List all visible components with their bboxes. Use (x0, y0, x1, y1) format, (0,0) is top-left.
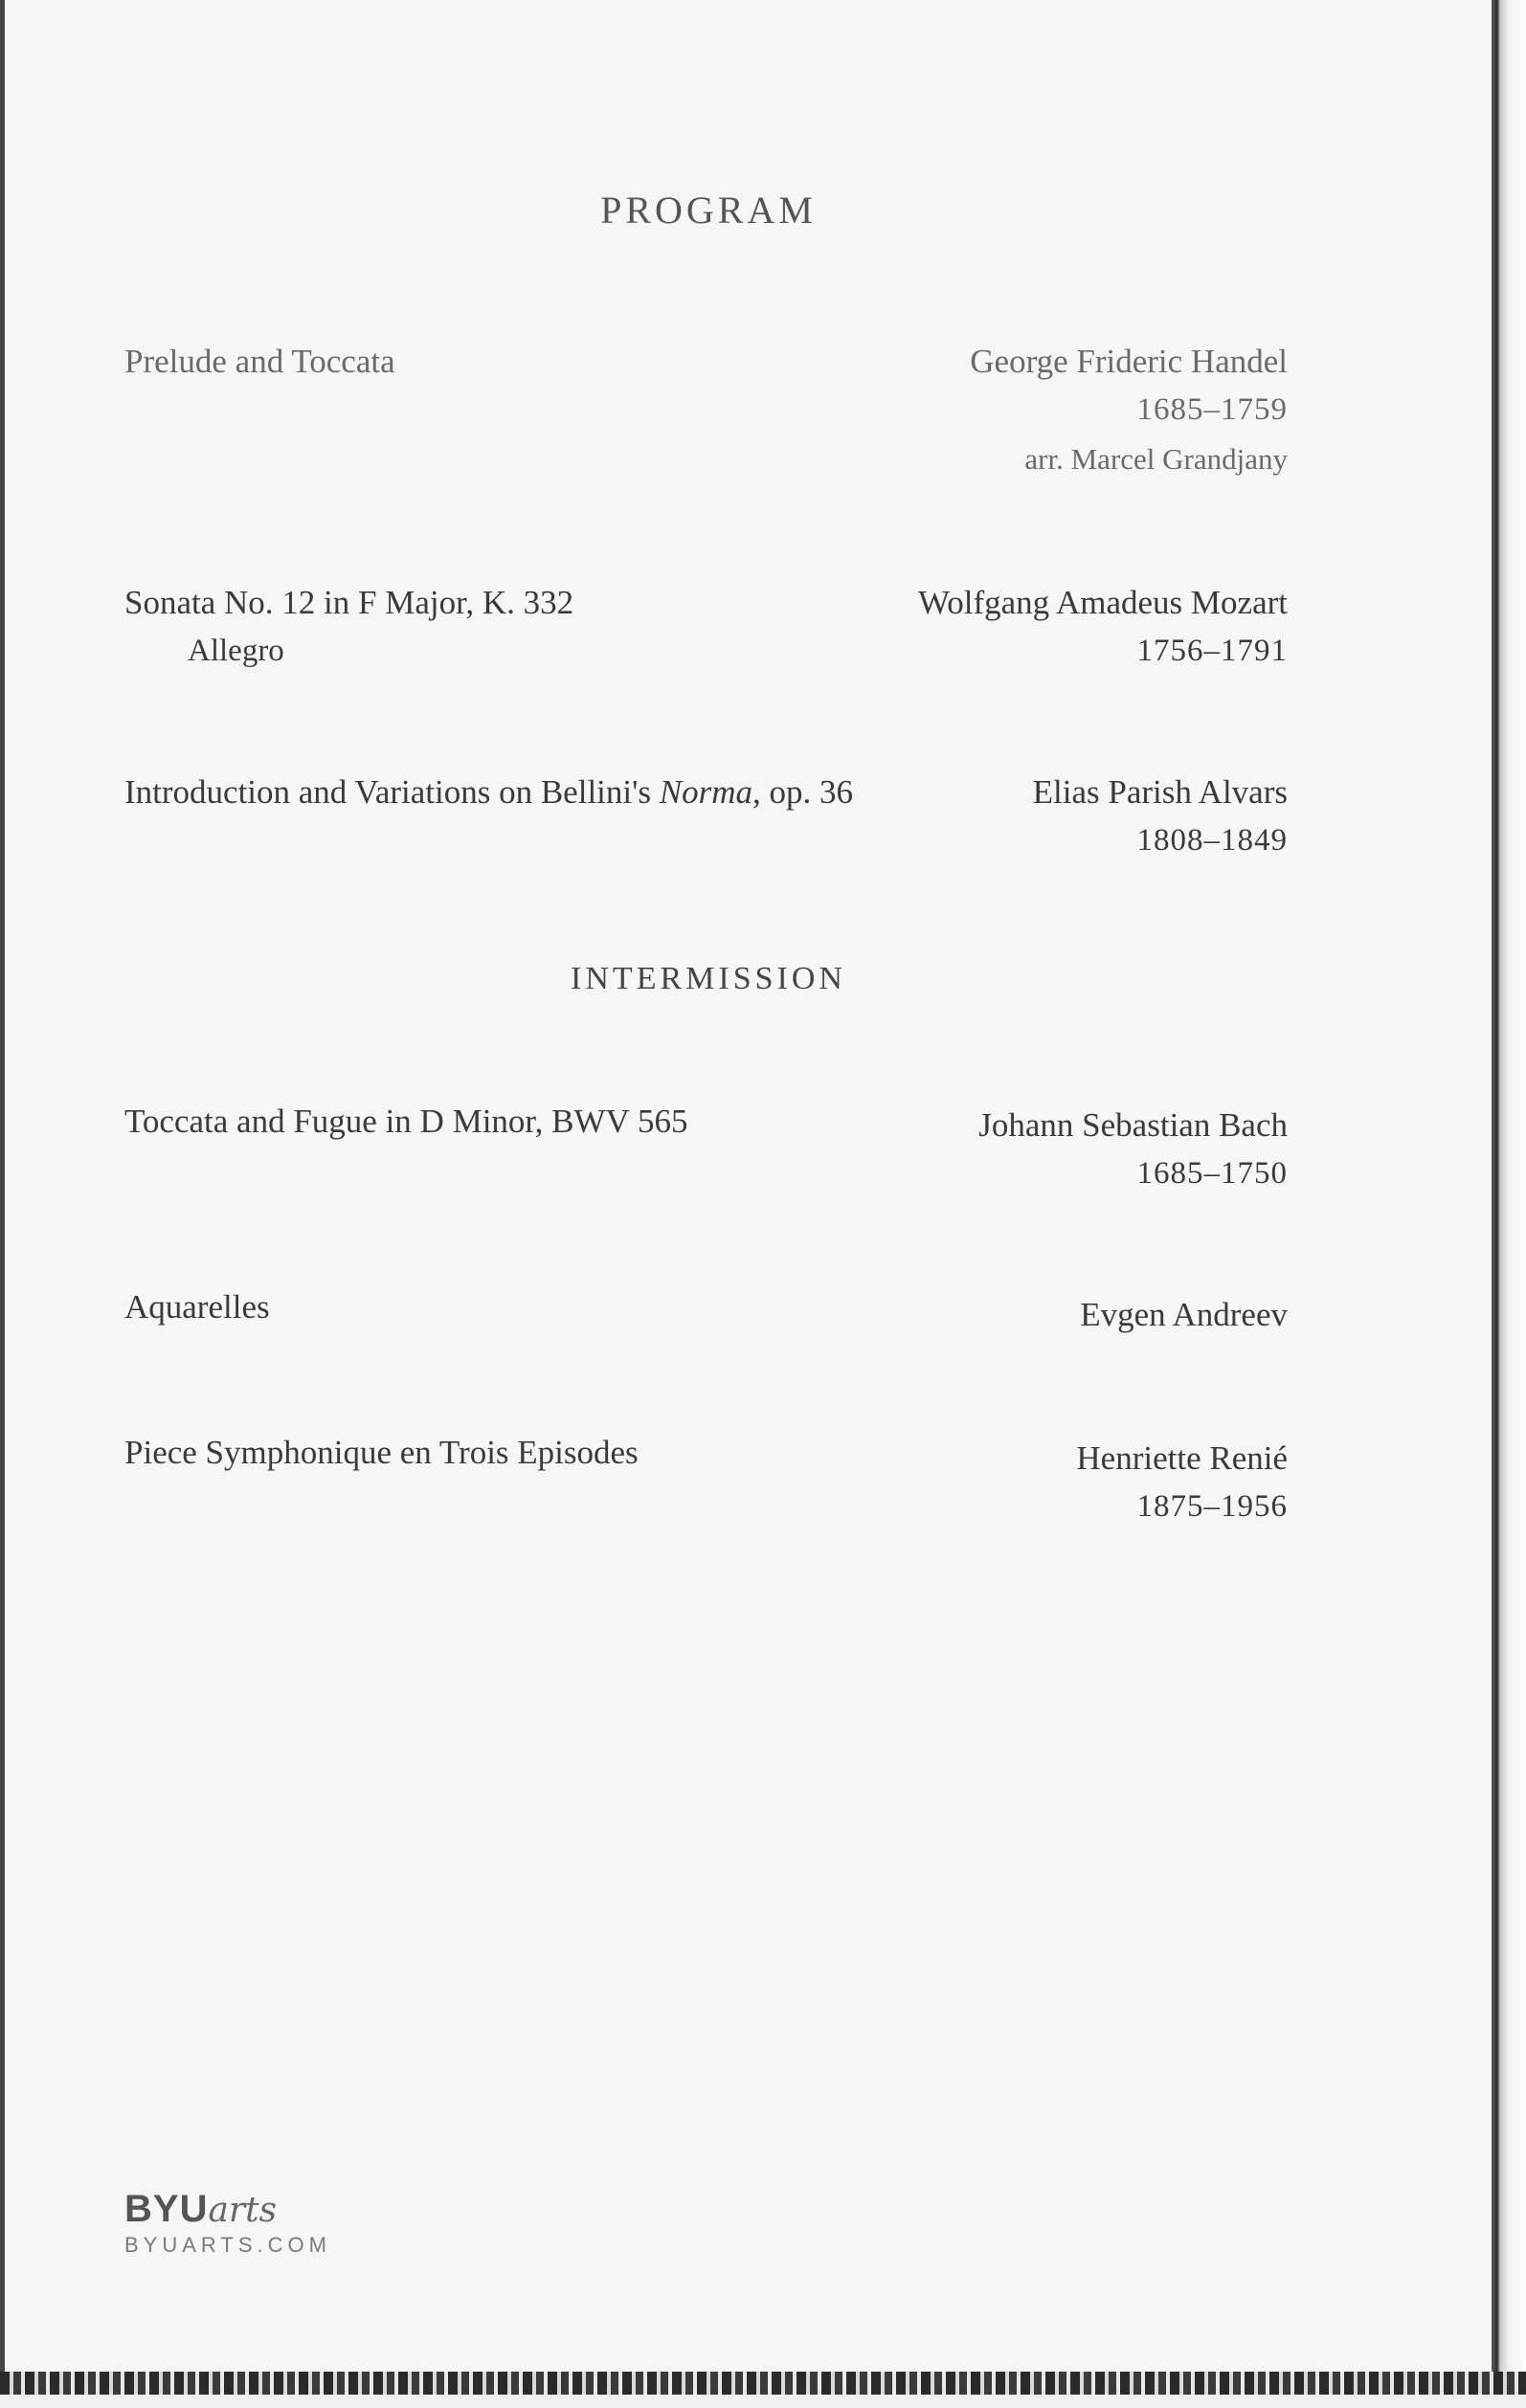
piece-title: Sonata No. 12 in F Major, K. 332 (124, 584, 574, 621)
byu-arts-logo (124, 2188, 331, 2258)
composer-dates: 1685–1750 (1136, 1156, 1288, 1191)
composer-name: Evgen Andreev (1080, 1296, 1288, 1333)
piece-title: Prelude and Toccata (124, 343, 395, 380)
piece-title-italic: Norma (659, 773, 753, 811)
intermission-heading: INTERMISSION (571, 961, 846, 996)
piece-title: Aquarelles (124, 1288, 270, 1326)
arranger-name: arr. Marcel Grandjany (1024, 442, 1288, 476)
program-title: PROGRAM (600, 189, 817, 232)
piece-title: Toccata and Fugue in D Minor, BWV 565 (124, 1103, 688, 1140)
piece-title-prefix: Introduction and Variations on Bellini's (124, 773, 660, 811)
composer-name: George Frideric Handel (970, 343, 1288, 380)
logo-main-text: BYU (124, 2188, 209, 2230)
piece-title (124, 769, 853, 815)
piece-title-suffix: , op. 36 (752, 773, 854, 811)
composer-dates: 1875–1956 (1136, 1489, 1288, 1524)
composer-dates: 1685–1759 (1136, 392, 1288, 427)
composer-name: Johann Sebastian Bach (978, 1106, 1288, 1144)
logo-wordmark (124, 2188, 331, 2231)
logo-script-text: arts (208, 2191, 278, 2230)
composer-name: Elias Parish Alvars (1032, 773, 1288, 811)
composer-dates: 1808–1849 (1136, 823, 1288, 858)
piece-title: Piece Symphonique en Trois Episodes (124, 1434, 639, 1471)
movement-title: Allegro (188, 634, 284, 668)
composer-dates: 1756–1791 (1136, 634, 1288, 668)
composer-name: Wolfgang Amadeus Mozart (918, 584, 1288, 621)
page-right-edge (1492, 0, 1526, 2408)
logo-url: BYUARTS.COM (124, 2233, 331, 2257)
page-bottom-edge (0, 2372, 1526, 2408)
composer-name: Henriette Renié (1076, 1439, 1288, 1477)
